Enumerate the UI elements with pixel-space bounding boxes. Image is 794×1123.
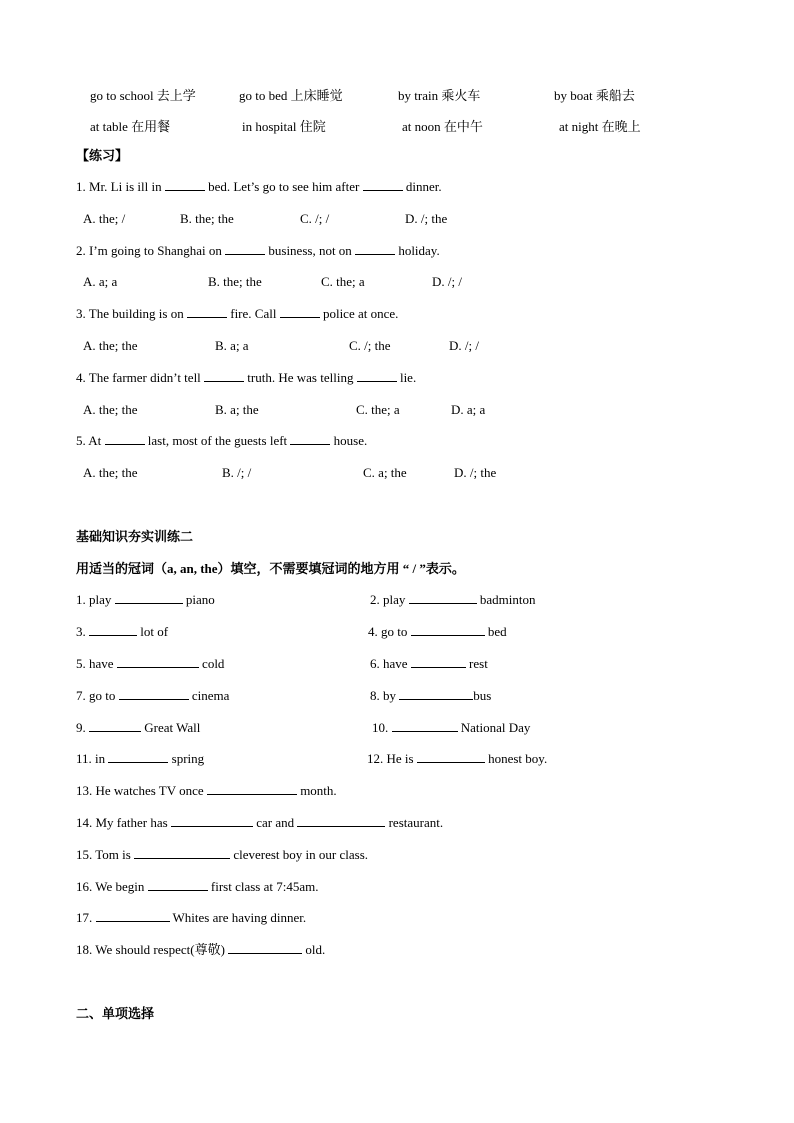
answer-blank[interactable] [355,243,395,255]
fill-item-15: 15. Tom is cleverest boy in our class. [76,847,368,862]
answer-blank[interactable] [171,815,253,827]
fill-item-2: 2. play badminton [370,592,536,607]
answer-blank[interactable] [290,433,330,445]
fill-item-9: 9. Great Wall [76,720,201,735]
fill-item-10: 10. National Day [372,720,531,735]
fill-item-1: 1. play piano [76,592,215,607]
answer-blank[interactable] [228,942,302,954]
q1-option-d[interactable]: D. /; the [405,211,448,226]
phrase-at-noon: at noon 在中午 [402,119,483,134]
q1-option-b[interactable]: B. the; the [180,211,234,226]
phrase-at-table: at table 在用餐 [90,119,171,134]
question-5: 5. At last, most of the guests left house. [76,433,368,448]
q5-option-a[interactable]: A. the; the [83,465,138,480]
fill-item-6: 6. have rest [370,656,488,671]
answer-blank[interactable] [117,656,199,668]
answer-blank[interactable] [280,306,320,318]
answer-blank[interactable] [417,751,485,763]
answer-blank[interactable] [134,847,230,859]
fill-item-16: 16. We begin first class at 7:45am. [76,879,319,894]
fill-item-4: 4. go to bed [368,624,507,639]
answer-blank[interactable] [165,179,205,191]
q2-option-a[interactable]: A. a; a [83,274,118,289]
q4-option-b[interactable]: B. a; the [215,402,259,417]
q5-option-c[interactable]: C. a; the [363,465,407,480]
fill-item-11: 11. in spring [76,751,205,766]
q4-option-c[interactable]: C. the; a [356,402,400,417]
q2-option-c[interactable]: C. the; a [321,274,365,289]
answer-blank[interactable] [225,243,265,255]
fill-item-7: 7. go to cinema [76,688,230,703]
phrase-at-night: at night 在晚上 [559,119,641,134]
answer-blank[interactable] [392,720,458,732]
fill-item-8: 8. by bus [370,688,492,703]
fill-item-12: 12. He is honest boy. [367,751,548,766]
answer-blank[interactable] [363,179,403,191]
question-1: 1. Mr. Li is ill in bed. Let’s go to see him after dinner. [76,179,442,194]
answer-blank[interactable] [399,688,473,700]
section-3-title: 二、单项选择 [76,1006,155,1021]
q5-option-b[interactable]: B. /; / [222,465,252,480]
answer-blank[interactable] [89,624,137,636]
q3-option-c[interactable]: C. /; the [349,338,391,353]
answer-blank[interactable] [357,370,397,382]
q1-option-a[interactable]: A. the; / [83,211,126,226]
answer-blank[interactable] [204,370,244,382]
section-2-title: 基础知识夯实训练二 [76,529,194,544]
q3-option-b[interactable]: B. a; a [215,338,249,353]
fill-item-14: 14. My father has car and restaurant. [76,815,444,830]
fill-item-3: 3. lot of [76,624,169,639]
q3-option-a[interactable]: A. the; the [83,338,138,353]
phrase-go-to-bed: go to bed 上床睡觉 [239,88,343,103]
fill-item-5: 5. have cold [76,656,225,671]
q2-option-b[interactable]: B. the; the [208,274,262,289]
answer-blank[interactable] [409,592,477,604]
question-4: 4. The farmer didn’t tell truth. He was telling lie. [76,370,417,385]
phrase-by-train: by train 乘火车 [398,88,481,103]
answer-blank[interactable] [411,656,466,668]
fill-item-13: 13. He watches TV once month. [76,783,337,798]
answer-blank[interactable] [119,688,189,700]
question-2: 2. I’m going to Shanghai on business, not on holiday. [76,243,440,258]
answer-blank[interactable] [105,433,145,445]
phrase-in-hospital: in hospital 住院 [242,119,326,134]
q3-option-d[interactable]: D. /; / [449,338,479,353]
section-2-instruction: 用适当的冠词（a, an, the）填空，不需要填冠词的地方用 “ / ”表示。 [76,561,465,576]
answer-blank[interactable] [187,306,227,318]
answer-blank[interactable] [108,751,168,763]
q4-option-a[interactable]: A. the; the [83,402,138,417]
practice-heading: 【练习】 [76,148,129,163]
answer-blank[interactable] [89,720,141,732]
fill-item-18: 18. We should respect(尊敬) old. [76,942,326,957]
answer-blank[interactable] [207,783,297,795]
q1-option-c[interactable]: C. /; / [300,211,330,226]
question-3: 3. The building is on fire. Call police at once. [76,306,399,321]
fill-item-17: 17. Whites are having dinner. [76,910,307,925]
answer-blank[interactable] [148,879,208,891]
answer-blank[interactable] [411,624,485,636]
phrase-by-boat: by boat 乘船去 [554,88,635,103]
q4-option-d[interactable]: D. a; a [451,402,486,417]
answer-blank[interactable] [297,815,385,827]
phrase-go-to-school: go to school 去上学 [90,88,196,103]
q5-option-d[interactable]: D. /; the [454,465,497,480]
answer-blank[interactable] [115,592,183,604]
answer-blank[interactable] [96,910,170,922]
q2-option-d[interactable]: D. /; / [432,274,462,289]
